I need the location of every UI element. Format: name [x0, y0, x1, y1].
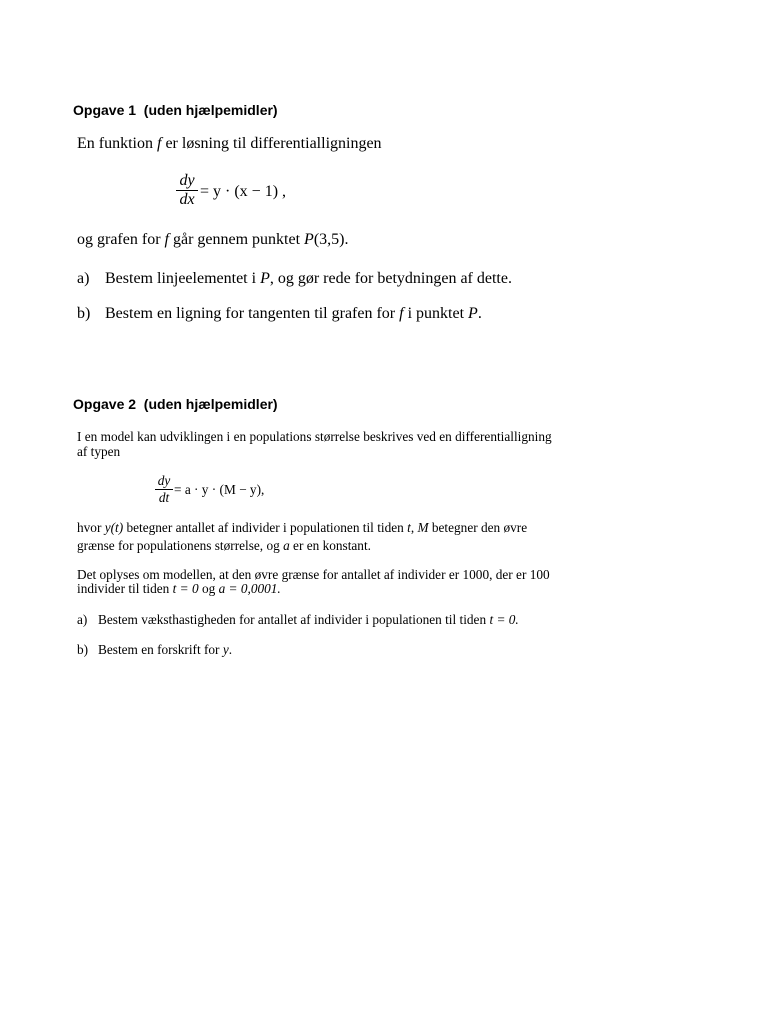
m-symbol: M	[417, 520, 429, 535]
t-equals-zero: t = 0	[172, 581, 199, 596]
task1-intro-text: En funktion	[77, 135, 157, 152]
point-symbol: P	[260, 270, 270, 287]
question-b-text-mid: i punktet	[403, 305, 469, 322]
task2-question-b	[77, 642, 232, 658]
question-b-period: .	[228, 642, 233, 657]
question-b-text-end: .	[477, 305, 482, 322]
t-symbol: t	[407, 520, 411, 535]
task2-info-line2	[77, 581, 281, 597]
function-symbol: f	[399, 305, 404, 322]
task1-intro-text-end: er løsning til differentialligningen	[161, 135, 382, 152]
task1-equation-rhs: = y · (x − 1) ,	[200, 183, 287, 200]
task2-equation-rhs: = a · y · (M − y),	[174, 482, 265, 497]
fraction-denominator: dt	[158, 490, 170, 505]
graph-text-mid: går gennem punktet	[168, 231, 305, 248]
fraction-denominator: dx	[179, 191, 195, 208]
task2-question-a	[77, 612, 519, 628]
function-symbol: f	[164, 231, 169, 248]
where2-text-end: er en konstant.	[289, 538, 371, 553]
where-text: hvor	[77, 520, 105, 535]
task1-intro	[77, 135, 382, 153]
a-value: a = 0,0001.	[218, 581, 281, 596]
question-b-label: b)	[77, 642, 89, 657]
task2-where-line1	[77, 520, 527, 536]
function-symbol: f	[157, 135, 162, 152]
a-symbol: a	[283, 538, 290, 553]
task2-intro-line1: I en model kan udviklingen i en populations størrelse beskrives ved en differentialligning	[77, 429, 552, 444]
y-of-t-symbol: y(t)	[104, 520, 124, 535]
task1-derivative-fraction	[176, 172, 198, 209]
t-equals-zero: t = 0.	[489, 612, 519, 627]
fraction-numerator: dy	[179, 172, 195, 189]
where-text-end: betegner den øvre	[428, 520, 528, 535]
question-b-label: b)	[77, 305, 91, 322]
task1-heading: Opgave 1 (uden hjælpemidler)	[73, 102, 278, 118]
task2-info-line1: Det oplyses om modellen, at den øvre grænse for antallet af individer er 1000, der er 100	[77, 567, 550, 582]
fraction-numerator: dy	[157, 473, 171, 488]
point-symbol: P	[468, 305, 478, 322]
where2-text: grænse for populationens størrelse, og	[77, 538, 284, 553]
info-text: individer til tiden	[77, 581, 173, 596]
point-symbol: P	[304, 231, 314, 248]
point-coordinates: (3,5).	[313, 231, 349, 248]
question-b-text: Bestem en forskrift for	[98, 642, 223, 657]
where-comma: ,	[410, 520, 418, 535]
task2-derivative-fraction	[155, 473, 173, 506]
task1-question-a	[77, 270, 512, 288]
task2-intro-line2: af typen	[77, 444, 121, 459]
question-a-text: Bestem væksthastigheden for antallet af individer i populationen til tiden	[98, 612, 490, 627]
question-b-text: Bestem en ligning for tangenten til grafen for	[105, 305, 400, 322]
question-a-label: a)	[77, 270, 90, 287]
question-a-text-end: , og gør rede for betydningen af dette.	[269, 270, 512, 287]
graph-text: og grafen for	[77, 231, 165, 248]
info-text-og: og	[198, 581, 219, 596]
task1-question-b	[77, 305, 482, 323]
question-a-label: a)	[77, 612, 88, 627]
task2-where-line2	[77, 538, 371, 554]
y-symbol: y	[222, 642, 229, 657]
where-text-mid: betegner antallet af individer i populationen til tiden	[123, 520, 408, 535]
question-a-text: Bestem linjeelementet i	[105, 270, 261, 287]
task1-graph-line	[77, 231, 348, 249]
task2-heading: Opgave 2 (uden hjælpemidler)	[73, 396, 278, 412]
